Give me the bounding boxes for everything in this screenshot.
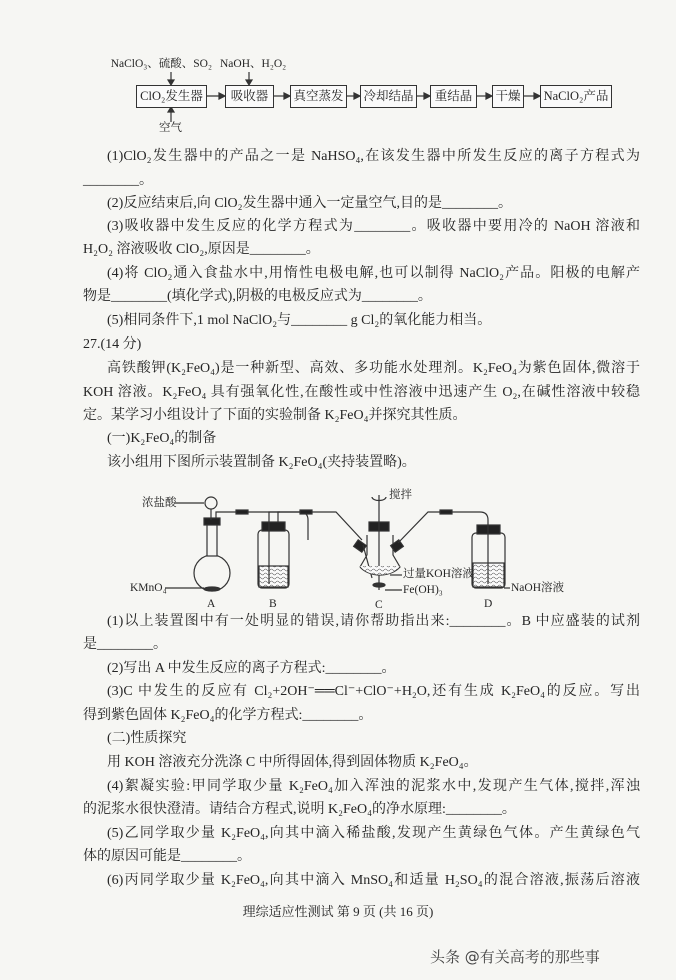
- q26-part4-cont: 物是________(填化学式),阴极的电极反应式为________。: [83, 289, 432, 304]
- flow-step-generator: ClO₂发生器: [136, 85, 207, 108]
- label-a: A: [207, 598, 216, 610]
- q27-part6: (6)丙同学取少量 K₂FeO₄,向其中滴入 MnSO₄和适量 H₂SO₄的混合溶液,振荡后溶液: [107, 873, 640, 888]
- flow-step-product: NaClO₂产品: [540, 85, 612, 108]
- q27-section1-intro: 该小组用下图所示装置制备 K₂FeO₄(夹持装置略)。: [107, 455, 416, 470]
- flow-step-absorber: 吸收器: [225, 85, 274, 108]
- q27-part5: (5)乙同学取少量 K₂FeO₄,向其中滴入稀盐酸,发现产生黄绿色气体。产生黄绿色气: [107, 826, 640, 841]
- flow-step-drying: 干燥: [492, 85, 524, 108]
- q27-intro-2: KOH 溶液。K₂FeO₄ 具有强氧化性,在酸性或中性溶液中迅速产生 O₂,在碱性溶液中较稳: [83, 385, 640, 400]
- q27-part5-cont: 体的原因可能是________。: [83, 849, 251, 864]
- q26-part2: (2)反应结束后,向 ClO₂发生器中通入一定量空气,目的是________。: [107, 196, 513, 211]
- label-d: D: [484, 598, 493, 610]
- flow-step-vacuum-evaporation: 真空蒸发: [290, 85, 347, 108]
- q27-part3-cont: 得到紫色固体 K₂FeO₄的化学方程式:________。: [83, 708, 373, 723]
- q27-section2-intro: 用 KOH 溶液充分洗涤 C 中所得固体,得到固体物质 K₂FeO₄。: [107, 755, 478, 770]
- q27-part1: (1)以上装置图中有一处明显的错误,请你帮助指出来:________。B 中应盛装的试剂: [107, 614, 640, 629]
- flow-step-recrystallization: 重结晶: [430, 85, 477, 108]
- q27-intro-1: 高铁酸钾(K₂FeO₄)是一种新型、高效、多功能水处理剂。K₂FeO₄为紫色固体,微溶于: [107, 361, 640, 376]
- q27-section2-title: (二)性质探究: [107, 731, 187, 746]
- q27-part2: (2)写出 A 中发生反应的离子方程式:________。: [107, 661, 396, 676]
- q26-part4: (4)将 ClO₂通入食盐水中,用惰性电极电解,也可以制得 NaClO₂产品。阳极的电解产: [107, 266, 640, 281]
- q26-part1-blank: ________。: [83, 173, 153, 188]
- q26-part1: (1)ClO₂发生器中的产品之一是 NaHSO₄,在该发生器中所发生反应的离子方程式为: [107, 149, 640, 164]
- flow-input-absorber: NaOH、H₂O₂: [220, 58, 287, 70]
- page-footer: 理综适应性测试 第 9 页 (共 16 页): [242, 904, 434, 919]
- q27-part4-cont: 的泥浆水很快澄清。请结合方程式,说明 K₂FeO₄的净水原理:________。: [83, 802, 516, 817]
- flow-step-cooling-crystallization: 冷却结晶: [360, 85, 417, 108]
- label-naoh: NaOH溶液: [511, 582, 565, 594]
- q27-part3: (3)C 中发生的反应有 Cl₂+2OH⁻══Cl⁻+ClO⁻+H₂O,还有生成 K₂FeO₄的反应。写出: [107, 684, 640, 699]
- label-b: B: [269, 598, 277, 610]
- q26-part5: (5)相同条件下,1 mol NaClO₂与________ g Cl₂的氧化能力相当。: [107, 313, 492, 328]
- q27-section1-title: (一)K₂FeO₄的制备: [107, 431, 217, 446]
- q27-part1-cont: 是________。: [83, 637, 167, 652]
- label-feoh3: Fe(OH)₃: [403, 584, 443, 596]
- label-excess-koh: 过量KOH溶液: [403, 568, 474, 580]
- q26-part3: (3)吸收器中发生反应的化学方程式为________。吸收器中要用冷的 NaOH 溶液和: [107, 219, 640, 234]
- watermark: 头条 @有关高考的那些事: [430, 948, 600, 966]
- q27-part4: (4)絮凝实验:甲同学取少量 K₂FeO₄加入浑浊的泥浆水中,发现产生气体,搅拌,浑浊: [107, 779, 640, 794]
- flow-input-air: 空气: [159, 122, 182, 134]
- label-stir: 搅拌: [389, 489, 412, 501]
- label-c: C: [375, 599, 383, 611]
- flow-input-generator: NaClO₃、硫酸、SO₂: [110, 58, 212, 70]
- label-conc-hcl: 浓盐酸: [142, 497, 177, 509]
- q27-intro-3: 定。某学习小组设计了下面的实验制备 K₂FeO₄并探究其性质。: [83, 408, 467, 423]
- label-kmno4: KMnO₄: [130, 582, 167, 594]
- q27-header: 27.(14 分): [83, 337, 142, 352]
- q26-part3-cont: H₂O₂ 溶液吸收 ClO₂,原因是________。: [83, 242, 320, 257]
